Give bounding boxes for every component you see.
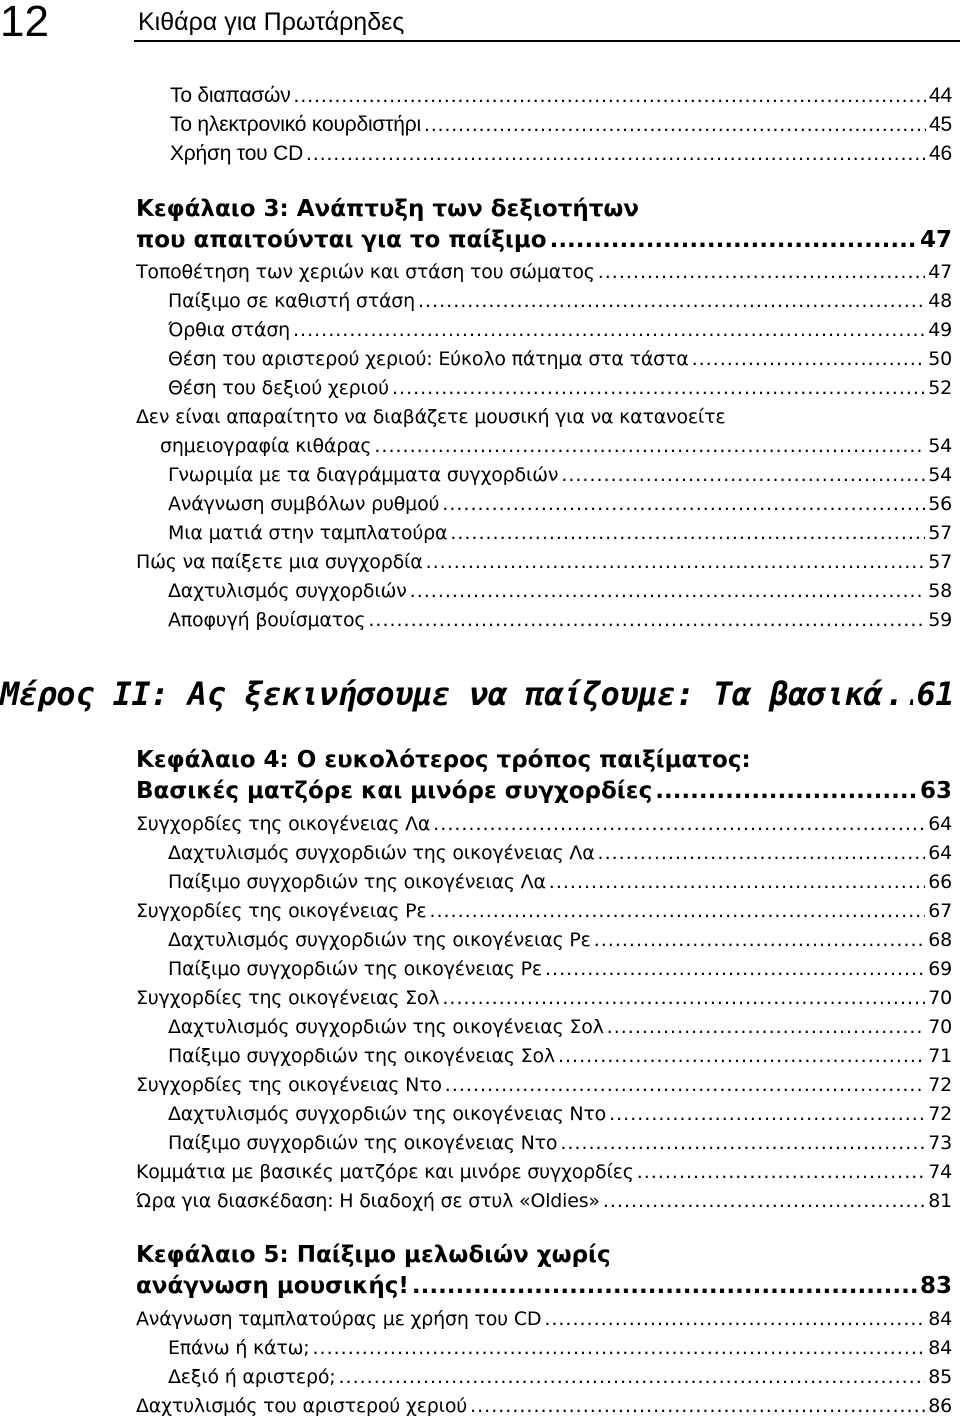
toc-entry-page: 70 — [928, 987, 952, 1009]
toc-entry-label: Δαχτυλισμός συγχορδιών της οικογένειας Λα — [168, 842, 595, 864]
toc-entry-label: Δαχτυλισμός συγχορδιών της οικογένειας Ρε — [168, 929, 591, 951]
toc-entry-page: 67 — [928, 900, 952, 922]
dot-leader — [313, 1334, 926, 1362]
toc-entry-label: Παίξιμο συγχορδιών της οικογένειας Σολ — [168, 1045, 555, 1067]
chapter-4-page: 63 — [919, 778, 952, 804]
toc-entry[interactable] — [168, 519, 952, 547]
toc-entry-label: Ανάγνωση ταμπλατούρας με χρήση του CD — [136, 1308, 542, 1330]
toc-entry[interactable] — [136, 897, 952, 925]
toc-entry-page: 59 — [928, 609, 952, 631]
toc-entry-label: Μια ματιά στην ταμπλατούρα — [168, 522, 448, 544]
toc-entry-label: Ώρα για διασκέδαση: Η διαδοχή σε στυλ «Oldies» — [136, 1190, 600, 1212]
chapter-4-title-line1[interactable]: Κεφάλαιο 4: Ο ευκολότερος τρόπος παιξίματος: — [136, 747, 751, 773]
toc-entry[interactable] — [168, 868, 952, 896]
dot-leader — [544, 1305, 925, 1333]
toc-entry-label: Παίξιμο συγχορδιών της οικογένειας Ντο — [168, 1132, 558, 1154]
dot-leader — [374, 432, 925, 460]
toc-entry-label: σημειογραφία κιθάρας — [160, 435, 372, 457]
toc-entry-page: 52 — [928, 377, 952, 399]
toc-entry-label: Συγχορδίες της οικογένειας Ρε — [136, 900, 427, 922]
dot-leader — [450, 519, 925, 547]
toc-entry-label: Δαχτυλισμός συγχορδιών της οικογένειας Ντο — [168, 1103, 607, 1125]
toc-entry-page: 71 — [928, 1045, 952, 1067]
toc-entry-page: 85 — [928, 1366, 952, 1388]
toc-entry-label: Τοποθέτηση των χεριών και στάση του σώματος — [136, 261, 595, 283]
toc-entry[interactable] — [136, 1305, 952, 1333]
dot-leader — [885, 672, 913, 716]
dot-leader — [418, 287, 925, 315]
toc-entry[interactable] — [168, 839, 952, 867]
toc-entry[interactable] — [168, 1013, 952, 1041]
chapter-5-page: 83 — [919, 1273, 952, 1299]
toc-entry-label: Θέση του δεξιού χεριού — [168, 377, 389, 399]
toc-entry-page: 56 — [928, 493, 952, 515]
dot-leader — [655, 776, 917, 806]
toc-entry-page: 64 — [928, 842, 952, 864]
toc-entry[interactable] — [168, 926, 952, 954]
toc-entry-label: Συγχορδίες της οικογένειας Σολ — [136, 987, 440, 1009]
toc-entry-label: Παίξιμο συγχορδιών της οικογένειας Ρε — [168, 958, 542, 980]
toc-entry-page: 47 — [928, 261, 952, 283]
toc-entry[interactable] — [168, 955, 952, 983]
toc-entry-label: Δεξιό ή αριστερό; — [168, 1366, 336, 1388]
toc-entry[interactable] — [170, 111, 952, 139]
dot-leader — [429, 897, 925, 925]
page-number: 12 — [0, 0, 49, 46]
chapter-4-heading[interactable] — [136, 776, 952, 806]
toc-entry[interactable] — [136, 1071, 952, 1099]
toc-entry[interactable] — [168, 1334, 952, 1362]
toc-entry[interactable] — [136, 1392, 952, 1420]
toc-entry[interactable] — [168, 461, 952, 489]
dot-leader — [442, 984, 925, 1012]
dot-leader — [294, 82, 927, 110]
toc-entry[interactable] — [168, 345, 952, 373]
toc-entry-label: Όρθια στάση — [168, 319, 291, 341]
toc-entry-page: 84 — [928, 1337, 952, 1359]
chapter-3-title-line2: που απαιτούνται για το παίξιμο — [136, 227, 547, 253]
dot-leader — [637, 1158, 926, 1186]
dot-leader — [692, 345, 926, 373]
toc-entry-page: 86 — [928, 1395, 952, 1417]
toc-entry[interactable] — [168, 1042, 952, 1070]
toc-entry-label: Το ηλεκτρονικό κουρδιστήρι — [170, 113, 421, 136]
toc-entry-label: Θέση του αριστερού χεριού: Εύκολο πάτημα στα τάστα — [168, 348, 689, 370]
dot-leader — [609, 1100, 925, 1128]
dot-leader — [594, 926, 925, 954]
dot-leader — [412, 1271, 917, 1301]
toc-entry-page: 73 — [928, 1132, 952, 1154]
toc-entry[interactable] — [136, 1158, 952, 1186]
toc-entry-label: Παίξιμο συγχορδιών της οικογένειας Λα — [168, 871, 546, 893]
dot-leader — [306, 140, 926, 168]
toc-entry-label: Επάνω ή κάτω; — [168, 1337, 310, 1359]
toc-entry-wrapped-line1[interactable] — [136, 403, 952, 431]
chapter-3-page: 47 — [919, 227, 952, 253]
toc-entry[interactable] — [168, 1363, 952, 1391]
toc-entry-page: 45 — [929, 113, 952, 136]
chapter-3-heading[interactable] — [136, 225, 952, 255]
toc-entry[interactable] — [168, 316, 952, 344]
dot-leader — [433, 810, 925, 838]
toc-entry[interactable] — [170, 140, 952, 168]
toc-entry-label: Αποφυγή βουίσματος — [168, 609, 366, 631]
toc-entry-page: 50 — [928, 348, 952, 370]
toc-entry-page: 72 — [928, 1103, 952, 1125]
dot-leader — [470, 1392, 925, 1420]
dot-leader — [424, 111, 926, 139]
toc-entry[interactable] — [168, 606, 952, 634]
toc-entry-label: Παίξιμο σε καθιστή στάση — [168, 290, 415, 312]
dot-leader — [550, 225, 917, 255]
toc-entry-label: Δαχτυλισμός συγχορδιών — [168, 580, 407, 602]
toc-entry-page: 74 — [928, 1161, 952, 1183]
dot-leader — [445, 1071, 925, 1099]
chapter-5-title-line2: ανάγνωση μουσικής! — [136, 1273, 409, 1299]
toc-entry-label: Πώς να παίξετε μια συγχορδία — [136, 551, 423, 573]
toc-entry[interactable] — [168, 577, 952, 605]
toc-entry-page: 57 — [928, 551, 952, 573]
toc-entry-label: Χρήση του CD — [170, 142, 304, 165]
toc-entry-label: Δαχτυλισμός συγχορδιών της οικογένειας Σολ — [168, 1016, 604, 1038]
dot-leader — [426, 548, 926, 576]
toc-entry-page: 57 — [928, 522, 952, 544]
toc-entry-page: 66 — [928, 871, 952, 893]
toc-entry[interactable] — [168, 1129, 952, 1157]
dot-leader — [558, 1042, 925, 1070]
part-2-title: Μέρος ΙΙ: Ας ξεκινήσουμε να παίζουμε: Τα βασικά — [0, 675, 882, 713]
toc-entry[interactable] — [136, 1187, 952, 1215]
toc-entry-page: 48 — [928, 290, 952, 312]
toc-entry-page: 69 — [928, 958, 952, 980]
chapter-4-title-line2: Βασικές ματζόρε και μινόρε συγχορδίες — [136, 778, 653, 804]
toc-entry-page: 44 — [929, 84, 952, 107]
toc-entry[interactable] — [168, 287, 952, 315]
running-title: Κιθάρα για Πρωτάρηδες — [138, 8, 405, 36]
toc-entry-page: 54 — [928, 464, 952, 486]
toc-entry[interactable] — [136, 984, 952, 1012]
toc-entry[interactable] — [168, 374, 952, 402]
dot-leader — [603, 1187, 925, 1215]
dot-leader — [442, 490, 925, 518]
toc-entry-page: 70 — [928, 1016, 952, 1038]
toc-entry-page: 81 — [928, 1190, 952, 1212]
toc-entry-label: Δεν είναι απαραίτητο να διαβάζετε μουσική για να κατανοείτε — [136, 406, 726, 428]
toc-entry[interactable] — [160, 432, 952, 460]
toc-entry-page: 84 — [928, 1308, 952, 1330]
toc-entry-page: 64 — [928, 813, 952, 835]
toc-entry[interactable] — [168, 1100, 952, 1128]
toc-entry[interactable] — [168, 490, 952, 518]
header-rule — [134, 40, 960, 42]
dot-leader — [549, 868, 925, 896]
chapter-5-heading[interactable] — [136, 1271, 952, 1301]
toc-entry-label: Δαχτυλισμός του αριστερού χεριού — [136, 1395, 468, 1417]
dot-leader — [339, 1363, 926, 1391]
dot-leader — [293, 316, 925, 344]
dot-leader — [607, 1013, 926, 1041]
chapter-5-title-line1[interactable]: Κεφάλαιο 5: Παίξιμο μελωδιών χωρίς — [136, 1242, 611, 1268]
dot-leader — [598, 839, 926, 867]
dot-leader — [560, 1129, 925, 1157]
toc-entry-page: 46 — [929, 142, 952, 165]
toc-entry-page: 54 — [928, 435, 952, 457]
toc-entry-label: Γνωριμία με τα διαγράμματα συγχορδιών — [168, 464, 559, 486]
chapter-3-title-line1[interactable]: Κεφάλαιο 3: Ανάπτυξη των δεξιοτήτων — [136, 196, 640, 222]
toc-entry[interactable] — [136, 810, 952, 838]
part-2-heading[interactable] — [0, 672, 954, 716]
dot-leader — [368, 606, 925, 634]
dot-leader — [410, 577, 926, 605]
dot-leader — [598, 258, 926, 286]
toc-entry-label: Κομμάτια με βασικές ματζόρε και μινόρε συγχορδίες — [136, 1161, 634, 1183]
dot-leader — [392, 374, 925, 402]
toc-entry-page: 58 — [928, 580, 952, 602]
toc-entry[interactable] — [136, 258, 952, 286]
toc-entry-page: 68 — [928, 929, 952, 951]
toc-entry-label: Ανάγνωση συμβόλων ρυθμού — [168, 493, 440, 515]
toc-entry[interactable] — [170, 82, 952, 110]
dot-leader — [561, 461, 925, 489]
dot-leader — [545, 955, 925, 983]
toc-entry[interactable] — [136, 548, 952, 576]
part-2-page: 61 — [916, 675, 954, 713]
toc-entry-label: Συγχορδίες της οικογένειας Λα — [136, 813, 431, 835]
toc-entry-page: 49 — [928, 319, 952, 341]
toc-entry-label: Το διαπασών — [170, 84, 291, 107]
toc-entry-page: 72 — [928, 1074, 952, 1096]
toc-entry-label: Συγχορδίες της οικογένειας Ντο — [136, 1074, 442, 1096]
